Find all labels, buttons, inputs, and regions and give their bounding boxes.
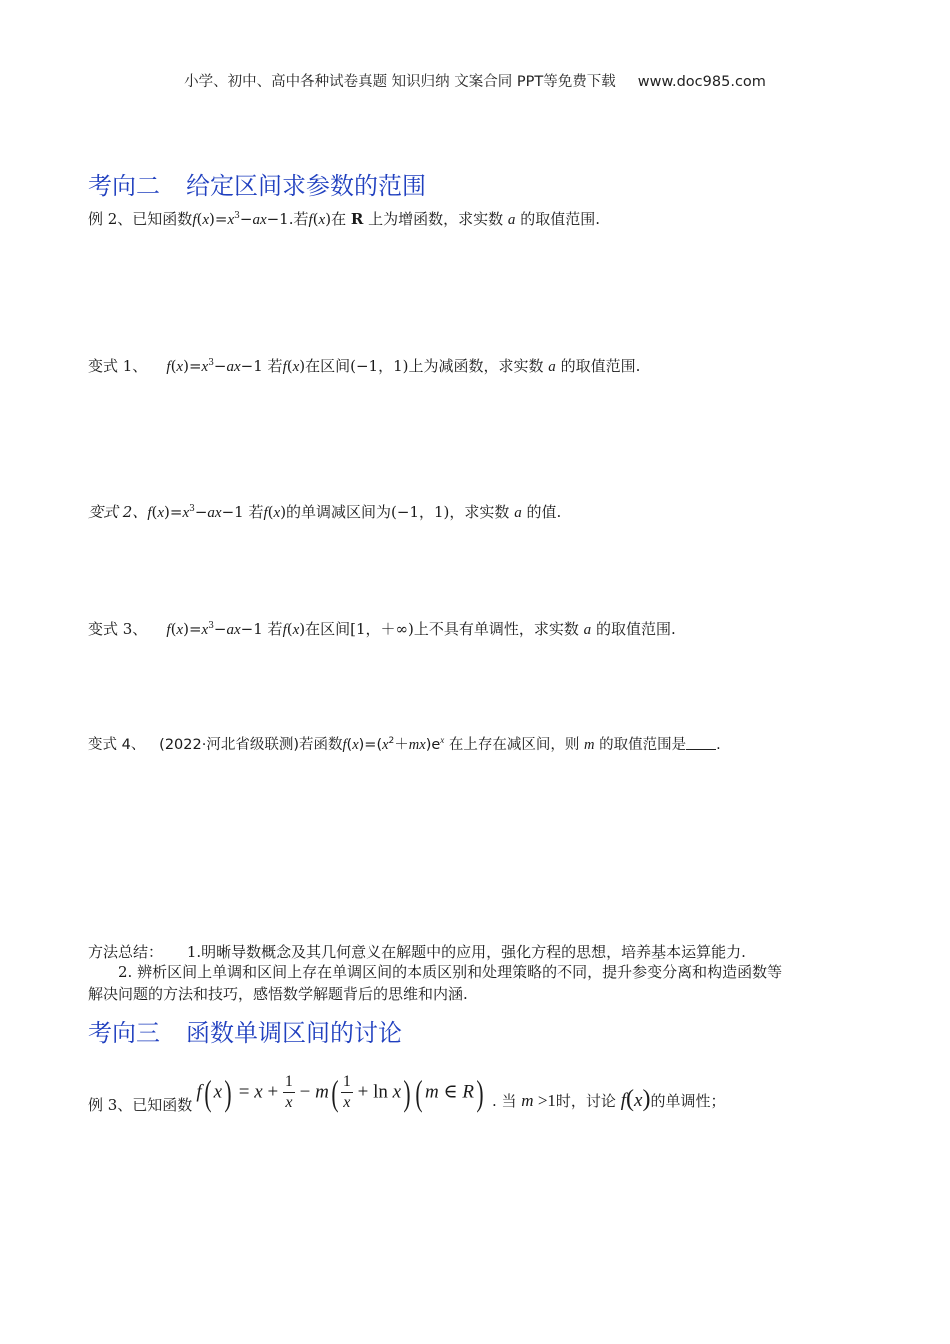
variant-3-mid: −1 若 bbox=[240, 620, 283, 638]
variant-4-label: 变式 4、 bbox=[88, 737, 146, 753]
variant-3-label: 变式 3、 bbox=[88, 620, 148, 638]
variant-1: 变式 1、 $f(x)=x^3-ax-1$ 若f(x)在区间(−1，1)上为减函数，求实数 a 的取值范围. bbox=[88, 357, 641, 375]
variant-4: 变式 4、 (2022·河北省级联测)若函数$f(x)=(x^2+mx)e^x$ 在上存在减区间，则 m 的取值范围是 . bbox=[88, 735, 721, 753]
example-2: 例 2、已知函数$f(x)=x^3-ax-1$.若f(x)在 R 上为增函数，求实数 a 的取值范围. bbox=[88, 210, 600, 228]
variant-3-tail: 的取值范围. bbox=[595, 620, 676, 638]
summary-line-1 bbox=[88, 941, 746, 962]
eq: = bbox=[214, 210, 228, 228]
variant-1-mid: −1 若 bbox=[240, 357, 283, 375]
summary-line-2 bbox=[118, 961, 782, 982]
minus: − bbox=[239, 210, 253, 228]
section-3-label: 考向三 bbox=[88, 1019, 160, 1047]
example-2-if: −1.若 bbox=[266, 210, 309, 228]
real-set: R bbox=[350, 210, 364, 228]
variant-2-label: 变式 2、 bbox=[88, 503, 148, 521]
example-3-cond-pre: . 当 bbox=[491, 1092, 517, 1110]
variant-4-tail2: 的取值范围是 bbox=[599, 737, 687, 753]
page-header bbox=[0, 70, 950, 91]
header-text: 小学、初中、高中各种试卷真题 知识归纳 文案合同 PPT等免费下载 bbox=[184, 74, 616, 90]
example-2-in: 在 bbox=[331, 210, 347, 228]
example-2-tail: 上为增函数，求实数 bbox=[368, 210, 504, 228]
plus: ＋ bbox=[394, 737, 409, 753]
example-2-tail2: 的取值范围. bbox=[520, 210, 600, 228]
variant-4-end: . bbox=[716, 737, 721, 753]
example-3-tail: 的单调性； bbox=[650, 1092, 726, 1110]
variant-1-tail: 的取值范围. bbox=[560, 357, 641, 375]
variant-2-range: 的单调减区间为(−1，1)，求实数 bbox=[286, 503, 510, 521]
variant-4-source: (2022·河北省级联测)若函数 bbox=[159, 737, 343, 753]
variant-1-label: 变式 1、 bbox=[88, 357, 148, 375]
example-3-lead: 例 3、已知函数 bbox=[88, 1096, 193, 1114]
summary-point-2b: 解决问题的方法和技巧，感悟数学解题背后的思维和内涵. bbox=[88, 985, 468, 1003]
example-3-formula: f( x) = x + $\frac{1}{x}$ − m( $\frac{1}{x}$ + ln x) ( m ∈ R) bbox=[196, 1072, 484, 1113]
variant-2-mid: −1 若 bbox=[221, 503, 264, 521]
variant-2-tail: 的值. bbox=[526, 503, 562, 521]
variant-3-range: 在区间[1，＋∞)上不具有单调性，求实数 bbox=[305, 620, 579, 638]
header-site[interactable]: www.doc985.com bbox=[637, 74, 766, 90]
section-2-heading bbox=[88, 166, 426, 201]
variant-3: 变式 3、 $f(x)=x^3-ax-1$ 若f(x)在区间[1，＋∞)上不具有单调性，求实数 a 的取值范围. bbox=[88, 620, 676, 638]
example-2-lead: 例 2、已知函数 bbox=[88, 210, 193, 228]
section-3-heading bbox=[88, 1013, 402, 1048]
variant-2: 变式 2、$f(x)=x^3-ax-1$ 若f(x)的单调减区间为(−1，1)，求实数 a 的值. bbox=[88, 503, 562, 521]
example-3-cond-post: 时，讨论 bbox=[555, 1092, 616, 1110]
summary-line-3 bbox=[88, 983, 468, 1004]
example-3-condition: . 当 m >1时，讨论 f(x)的单调性； bbox=[491, 1086, 726, 1112]
summary-point-2a: 2. 辨析区间上单调和区间上存在单调区间的本质区别和处理策略的不同，提升参变分离和构造函数等 bbox=[118, 963, 783, 981]
section-3-title: 函数单调区间的讨论 bbox=[186, 1019, 402, 1047]
summary-label: 方法总结： bbox=[88, 943, 164, 961]
variant-1-range: 在区间(−1，1)上为减函数，求实数 bbox=[305, 357, 544, 375]
summary-point-1: 1.明晰导数概念及其几何意义在解题中的应用，强化方程的思想，培养基本运算能力. bbox=[186, 943, 746, 961]
example-3 bbox=[88, 1070, 725, 1115]
section-2-label: 考向二 bbox=[88, 172, 160, 200]
answer-blank[interactable] bbox=[686, 737, 716, 750]
section-2-title: 给定区间求参数的范围 bbox=[186, 172, 426, 200]
variant-4-tail: 在上存在减区间，则 bbox=[448, 737, 580, 753]
